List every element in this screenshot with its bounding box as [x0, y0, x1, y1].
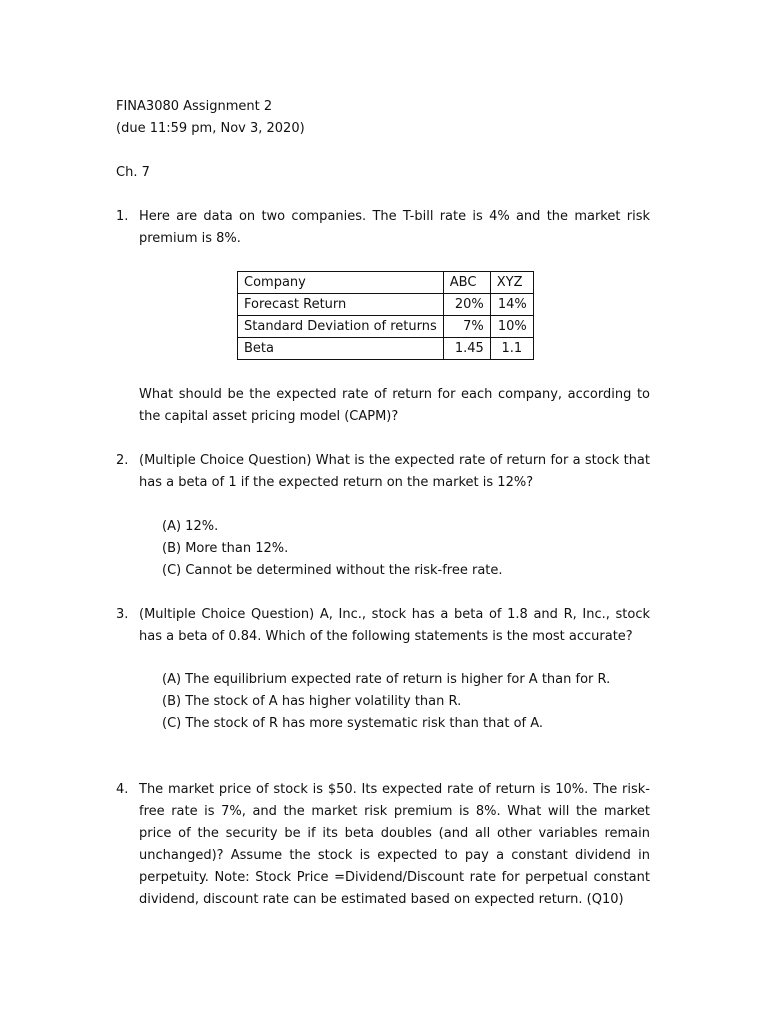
table-header-cell: XYZ: [490, 272, 533, 294]
option-b: (B) The stock of A has higher volatility than R.: [162, 694, 462, 709]
question-number: 2.: [116, 453, 129, 468]
table-cell: 7%: [443, 316, 490, 338]
question-number: 1.: [116, 209, 129, 224]
question-text: What should be the expected rate of return for each company, according to the capital asset pricing model (CAPM)?: [139, 387, 650, 424]
question-text: (Multiple Choice Question) What is the expected rate of return for a stock that has a beta of 1 if the expected return on the market is 12%?: [139, 453, 650, 490]
company-data-table: [237, 271, 534, 360]
table-cell: 10%: [490, 316, 533, 338]
option-c: (C) Cannot be determined without the risk-free rate.: [162, 563, 503, 578]
question-text: The market price of stock is $50. Its expected rate of return is 10%. The risk-free rate is 7%, and the market risk premium is 8%. What will the market price of the security be if its beta doubles (and all other variables remain unchanged)? Assume the stock is expected to pay a constant dividend in perpetuity. Note: Stock Price =Dividend/Discount rate for perpetual constant dividend, discount rate can be estimated based on expected return. (Q10): [139, 782, 650, 907]
table-cell: Forecast Return: [238, 294, 444, 316]
question-number: 4.: [116, 782, 129, 797]
table-cell: 14%: [490, 294, 533, 316]
option-b: (B) More than 12%.: [162, 541, 289, 556]
table-cell: Standard Deviation of returns: [238, 316, 444, 338]
table-header-row: [238, 272, 534, 294]
question-text: (Multiple Choice Question) A, Inc., stock has a beta of 1.8 and R, Inc., stock has a beta of 0.84. Which of the following statements is the most accurate?: [139, 607, 650, 644]
table-cell: Beta: [238, 338, 444, 360]
table-row: [238, 316, 534, 338]
table-row: [238, 294, 534, 316]
due-date: (due 11:59 pm, Nov 3, 2020): [116, 121, 305, 136]
chapter-heading: Ch. 7: [116, 165, 150, 180]
question-number: 3.: [116, 607, 129, 622]
option-c: (C) The stock of R has more systematic risk than that of A.: [162, 716, 544, 731]
table-cell: 1.45: [443, 338, 490, 360]
table-header-cell: Company: [238, 272, 444, 294]
assignment-title: FINA3080 Assignment 2: [116, 99, 273, 114]
option-a: (A) The equilibrium expected rate of return is higher for A than for R.: [162, 672, 611, 687]
table-header-cell: ABC: [443, 272, 490, 294]
table-cell: 1.1: [490, 338, 533, 360]
table-row: [238, 338, 534, 360]
question-text: Here are data on two companies. The T-bill rate is 4% and the market risk premium is 8%.: [139, 209, 650, 246]
table-cell: 20%: [443, 294, 490, 316]
option-a: (A) 12%.: [162, 519, 219, 534]
